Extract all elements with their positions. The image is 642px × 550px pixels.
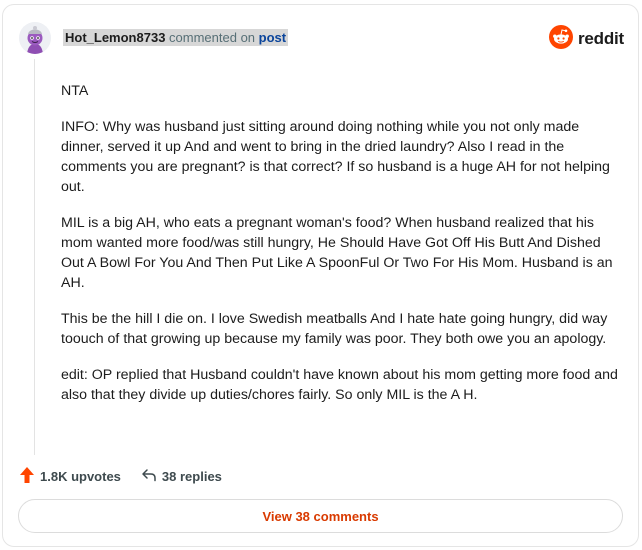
replies-count: 38 replies xyxy=(161,468,222,484)
reply-arrow-icon xyxy=(141,467,157,486)
comment-paragraph: edit: OP replied that Husband couldn't have known about his mom getting more food and also that they divide up duties/chores fairly. So only MIL is the A H. xyxy=(61,367,618,403)
replies-button[interactable] xyxy=(141,467,222,486)
comment-paragraph: MIL is a big AH, who eats a pregnant woman's food? When husband realized that his mom wanted more food/was still hungry, He Should Have Got Off His Butt And Dished Out A Bowl For You And Then Put Like A SpoonFul Or Two For His Mom. Husband is an AH. xyxy=(61,215,613,291)
comment-meta xyxy=(63,30,288,46)
view-comments-button[interactable]: View 38 comments xyxy=(18,499,623,533)
username-link[interactable]: Hot_Lemon8733 xyxy=(65,30,166,45)
upvote-count: 1.8K upvotes xyxy=(40,468,121,484)
comment-paragraph: INFO: Why was husband just sitting around doing nothing while you not only made dinner, served it up And and went to bring in the dried laundry? Also I read in the comments you are pregnant? is that correct? If so husband is a huge AH for not helping out. xyxy=(61,119,610,195)
comment-paragraph: This be the hill I die on. I love Swedish meatballs And I hate hate going hungry, did way toouch of that growing up because my family was poor. They both owe you an apology. xyxy=(61,311,608,347)
comment-actions xyxy=(19,466,222,486)
snoo-avatar-icon[interactable] xyxy=(19,22,51,54)
upvote-button[interactable] xyxy=(19,466,121,487)
thread-line xyxy=(34,59,35,455)
post-link[interactable]: post xyxy=(258,30,287,45)
comment-body xyxy=(61,81,621,421)
comment-paragraph: NTA xyxy=(61,83,89,99)
upvote-arrow-icon xyxy=(19,466,35,487)
commented-on-text: commented on xyxy=(169,30,256,45)
comment-card xyxy=(2,4,639,547)
comment-header xyxy=(19,22,624,56)
reddit-logo-icon xyxy=(549,25,573,54)
reddit-wordmark: reddit xyxy=(577,29,624,48)
reddit-brand[interactable] xyxy=(549,26,624,52)
